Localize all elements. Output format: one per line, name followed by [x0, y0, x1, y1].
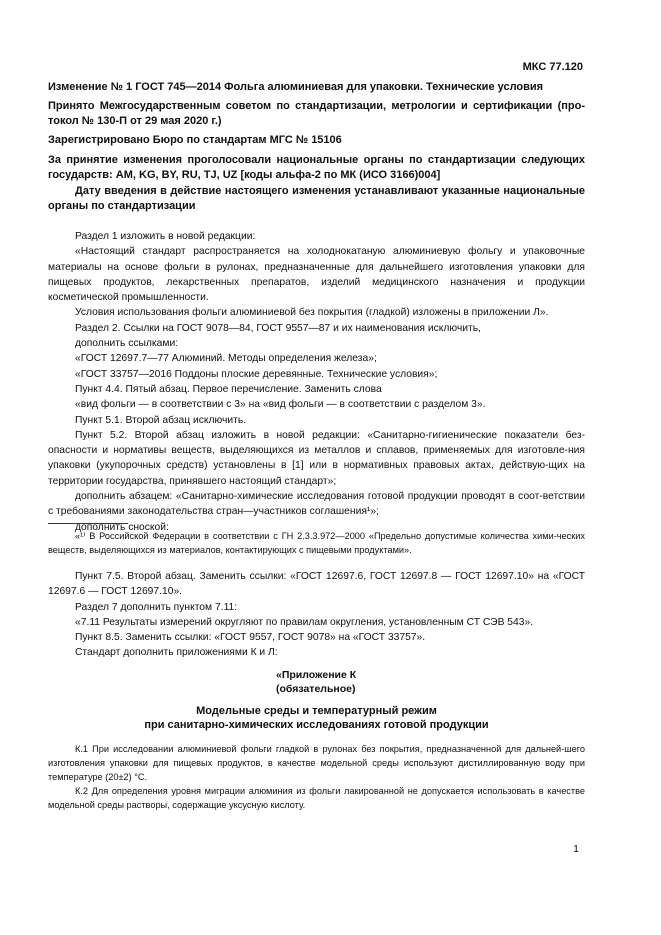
- paragraph: Пункт 5.1. Второй абзац исключить.: [75, 414, 247, 426]
- paragraph: Раздел 7 дополнить пунктом 7.11:: [75, 601, 238, 613]
- paragraph: Пункт 4.4. Пятый абзац. Первое перечисление. Заменить слова: [75, 383, 382, 395]
- paragraph: «Настоящий стандарт распространяется на холоднокатаную алюминиевую фольгу и упаковочные материалы на основе фольги в рулонах, предназначенные для дальнейшего изготовления упаковки для пищевых продуктов, лекарственных препаратов, изделий медицинского назначения и продукции косметической промышленности.: [48, 246, 585, 304]
- paragraph: дополнить ссылками:: [75, 338, 179, 350]
- paragraph: «7.11 Результаты измерений округляют по правилам округления, установленным СТ СЭВ 543».: [75, 616, 534, 628]
- page-number: 1: [573, 843, 579, 855]
- paragraph: Пункт 7.5. Второй абзац. Заменить ссылки: «ГОСТ 12697.6, ГОСТ 12697.8 — ГОСТ 12697.10» на «ГОСТ 12697.6 — ГОСТ 12697.10».: [48, 571, 585, 598]
- appendix-heading-1: Модельные среды и температурный режим: [196, 705, 437, 717]
- paragraph: Стандарт дополнить приложениями К и Л:: [75, 647, 278, 659]
- effective-date-note: Дату введения в действие настоящего изменения устанавливают указанные национальные органы по стандартизации: [48, 185, 585, 212]
- paragraph: Пункт 5.2. Второй абзац изложить в новой редакции: «Санитарно-гигиенические показатели без-опасности и нормативы веществ, выделяющихся из металлов и сплавов, применяемых для изготовле-ния упаковки (укупорочных средств) установлены в [1] или в нормативных правовых актах, действую-щих на территории государства, принявшего настоящий стандарт»;: [48, 429, 585, 487]
- appendix-title: «Приложение К: [276, 669, 357, 681]
- footnote-text: «¹⁾ В Российской Федерации в соответствии с ГН 2.3.3.972—2000 «Предельно допустимые количества хими-ческих веществ, выделяющихся из материалов, контактирующих с пищевыми продуктами».: [48, 531, 585, 555]
- footnote: [48, 529, 585, 557]
- paragraph: Раздел 2. Ссылки на ГОСТ 9078—84, ГОСТ 9557—87 и их наименования исключить,: [75, 322, 481, 334]
- amendment-body: [48, 229, 585, 535]
- amendment-title: Изменение № 1 ГОСТ 745—2014 Фольга алюминиевая для упаковки. Технические условия: [48, 81, 544, 93]
- paragraph: «вид фольги — в соответствии с 3» на «вид фольги — в соответствии с разделом 3».: [75, 399, 486, 411]
- adoption-note: Принято Межгосударственным советом по стандартизации, метрологии и сертификации (про-токол № 130-П от 29 мая 2020 г.): [48, 100, 585, 127]
- registration-note: Зарегистрировано Бюро по стандартам МГС № 15106: [48, 134, 342, 146]
- paragraph: Раздел 1 изложить в новой редакции:: [75, 231, 256, 242]
- classification-code: МКС 77.120: [522, 61, 583, 73]
- amendment-body-continued: [48, 569, 585, 661]
- paragraph: «ГОСТ 12697.7—77 Алюминий. Методы определения железа»;: [75, 353, 377, 365]
- paragraph: Пункт 8.5. Заменить ссылки: «ГОСТ 9557, ГОСТ 9078» на «ГОСТ 33757».: [75, 632, 426, 644]
- clause-k2: К.2 Для определения уровня миграции алюминия из фольги лакированной не допускается использовать в качестве модельной среды растворы, содержащие уксусную кислоту.: [48, 786, 585, 810]
- appendix-heading-2: при санитарно-химических исследованиях готовой продукции: [144, 719, 489, 731]
- paragraph: дополнить абзацем: «Санитарно-химические исследования готовой продукции проводят в соот-ветствии с требованиями законодательства стран—участников соглашения¹»;: [48, 491, 585, 518]
- paragraph: «ГОСТ 33757—2016 Поддоны плоские деревянные. Технические условия»;: [75, 368, 438, 380]
- paragraph: дополнить сноской:: [75, 521, 169, 533]
- voting-note: За принятие изменения проголосовали национальные органы по стандартизации следующих государств: AM, KG, BY, RU, TJ, UZ [коды альфа-2 по МК (ИСО 3166)004]: [48, 154, 585, 181]
- clause-k1: К.1 При исследовании алюминиевой фольги гладкой в рулонах без покрытия, предназначенной для дальней-шего изготовления упаковки для пищевых продуктов, в качестве модельной среды используют дистиллированную воду при температуре (20±2) °С.: [48, 744, 585, 782]
- footnote-divider: [48, 523, 128, 524]
- paragraph: Условия использования фольги алюминиевой без покрытия (гладкой) изложены в приложении Л».: [75, 307, 549, 319]
- appendix-status: (обязательное): [276, 683, 356, 695]
- appendix-body: [48, 742, 585, 812]
